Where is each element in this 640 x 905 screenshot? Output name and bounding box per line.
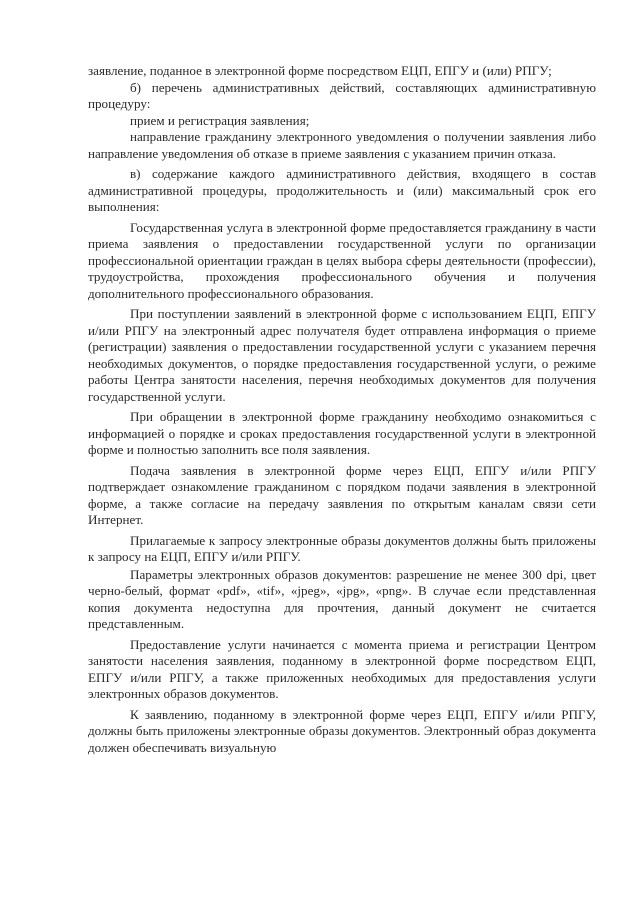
paragraph-4: направление гражданину электронного уведомления о получении заявления либо направление уведомления об отказе в приеме заявления с указанием причин отказа.: [88, 129, 596, 161]
paragraph-3: прием и регистрация заявления;: [130, 112, 310, 128]
paragraph-5: в) содержание каждого административного действия, входящего в состав административной процедуры, продолжительность и (или) максимальный срок его выполнения:: [88, 166, 596, 214]
paragraph-13: К заявлению, поданному в электронной форме через ЕЦП, ЕПГУ и/или РПГУ, должны быть приложены электронные образы документов. Электронный образ документа должен обеспечивать визуальную: [88, 706, 596, 755]
paragraph-10: Прилагаемые к запросу электронные образы документов должны быть приложены к запросу на ЕЦП, ЕПГУ и/или РПГУ.: [88, 532, 596, 564]
paragraph-11: Параметры электронных образов документов: разрешение не менее 300 dpi, цвет черно-белый, формат «pdf», «tif», «jpeg», «jpg», «png». В случае если представленная копия документа недоступна для прочтения, данный документ не считается представленным.: [88, 566, 596, 631]
paragraph-9: Подача заявления в электронной форме через ЕЦП, ЕПГУ и/или РПГУ подтверждает ознакомление гражданином с порядком подачи заявления в электронной форме, а также согласие на передачу заявления по открытым каналам связи сети Интернет.: [88, 462, 596, 527]
paragraph-7: При поступлении заявлений в электронной форме с использованием ЕЦП, ЕПГУ и/или РПГУ на электронный адрес получателя будет отправлена информация о приеме (регистрации) заявления о предоставлении государственной услуги с указанием перечня необходимых документов, о порядке предоставления государственной услуги, о режиме работы Центра занятости населения, перечня необходимых документов для получения государственной услуги.: [88, 306, 596, 404]
paragraph-6: Государственная услуга в электронной форме предоставляется гражданину в части приема заявления о предоставлении государственной услуги по организации профессиональной ориентации граждан в целях выбора сферы деятельности (профессии), трудоустройства, прохождения профессионального обучения и получения дополнительного профессионального образования.: [88, 219, 596, 301]
paragraph-8: При обращении в электронной форме гражданину необходимо ознакомиться с информацией о порядке и сроках предоставления государственной услуги в электронной форме и полностью заполнить все поля заявления.: [88, 409, 596, 457]
paragraph-1: заявление, поданное в электронной форме посредством ЕЦП, ЕПГУ и (или) РПГУ;: [88, 63, 552, 78]
paragraph-12: Предоставление услуги начинается с момента приема и регистрации Центром занятости населения заявления, поданному в электронной форме посредством ЕЦП, ЕПГУ и/или РПГУ, а также приложенных необходимых для предоставления услуги электронных образов документов.: [88, 636, 596, 701]
paragraph-2: б) перечень административных действий, составляющих административную процедуру:: [88, 79, 596, 111]
